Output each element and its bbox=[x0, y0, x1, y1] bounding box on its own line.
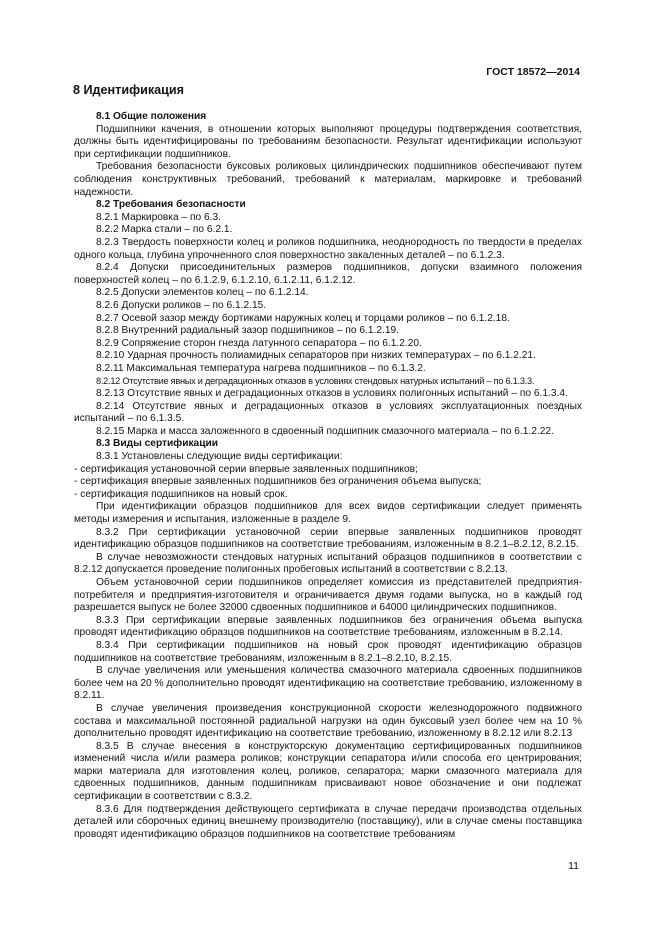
paragraph: Объем установочной серии подшипников определяет комиссия из представителей предприятия-потребителя и предприятия-изготовителя и ограничивается двумя годами выпуска, но в каждый год разрешается выпуск не более 32000 сдвоенных подшипников и 64000 цилиндрических подшипников. bbox=[74, 576, 582, 614]
paragraph: 8.2.5 Допуски элементов колец – по 6.1.2.14. bbox=[96, 287, 309, 299]
subsection-heading: 8.2 Требования безопасности bbox=[96, 199, 246, 211]
page-number: 11 bbox=[568, 860, 579, 872]
paragraph: В случае увеличения произведения конструкционной скорости железнодорожного подвижного состава и максимальной постоянной радиальной нагрузки на один буксовый узел более чем на 10 % дополнительно проводят идентификацию на соответствие требованию, изложенному в 8.2.12 или 8.2.13 bbox=[74, 702, 582, 740]
paragraph: 8.3.6 Для подтверждения действующего сертификата в случае передачи производства отдельных деталей или сборочных единиц внешнему производителю (поставщику), или в случае смены поставщика проводят идентификацию образцов подшипников на соответствие требованиям bbox=[74, 803, 582, 840]
section-title: 8 Идентификация bbox=[73, 83, 184, 97]
paragraph: 8.2.14 Отсутствие явных и деградационных отказов в условиях эксплуатационных поездных испытаний – по 6.1.3.5. bbox=[74, 400, 582, 425]
section-body bbox=[74, 111, 582, 841]
subsection-heading: 8.3 Виды сертификации bbox=[96, 438, 219, 450]
paragraph: 8.3.4 При сертификации подшипников на новый срок проводят идентификацию образцов подшипников на соответствие требованиям, изложенным в 8.2.1–8.2.10, 8.2.15. bbox=[74, 639, 582, 664]
paragraph: 8.2.7 Осевой зазор между бортиками наружных колец и торцами роликов – по 6.1.2.18. bbox=[96, 312, 510, 324]
paragraph: 8.3.5 В случае внесения в конструкторскую документацию сертифицированных подшипников изменений числа и/или размера роликов; конструкции сепаратора и/или способа его центрирования; марки материала для изготовления колец, роликов, сепаратора; марки смазочного материала для сдвоенных подшипников, данным подшипникам присваивают новое обозначение и они подлежат сертификации в соответствии с 8.3.2. bbox=[74, 740, 582, 803]
list-item: - сертификация подшипников на новый срок. bbox=[74, 488, 288, 500]
paragraph: Подшипники качения, в отношении которых выполняют процедуры подтверждения соответствия, должны быть идентифицированы по требованиям безопасности. Результат идентификации используют при сертификации подшипников. bbox=[74, 123, 582, 160]
paragraph: 8.2.8 Внутренний радиальный зазор подшипников – по 6.1.2.19. bbox=[96, 325, 399, 337]
paragraph: 8.3.1 Установлены следующие виды сертификации: bbox=[96, 451, 343, 463]
paragraph: 8.3.2 При сертификации установочной серии впервые заявленных подшипников проводят идентификацию образцов подшипников на соответствие требованиям, изложенным в 8.2.1–8.2.12, 8.2.15. bbox=[74, 526, 582, 551]
paragraph: 8.2.2 Марка стали – по 6.2.1. bbox=[96, 224, 233, 236]
standard-code: ГОСТ 18572—2014 bbox=[486, 66, 580, 78]
paragraph: 8.2.13 Отсутствие явных и деградационных отказов в условиях полигонных испытаний – по 6.1.3.4. bbox=[96, 388, 568, 400]
paragraph: Требования безопасности буксовых роликовых цилиндрических подшипников обеспечивают путем соблюдения конструктивных требований, требований к материалам, маркировке и требований надежности. bbox=[74, 161, 582, 198]
paragraph: В случае увеличения или уменьшения количества смазочного материала сдвоенных подшипников более чем на 20 % дополнительно проводят идентификацию на соответствие требованию, изложенному в 8.2.11. bbox=[74, 665, 583, 702]
paragraph: 8.2.12 Отсутствие явных и деградационных отказов в условиях стендовых натурных испытаний – по 6.1.3.3. bbox=[96, 376, 535, 387]
paragraph: При идентификации образцов подшипников для всех видов сертификации следует применять методы измерения и испытания, изложенные в разделе 9. bbox=[74, 501, 582, 525]
paragraph: 8.2.4 Допуски присоединительных размеров подшипников, допуски взаимного положения поверхностей колец – по 6.1.2.9, 6.1.2.10, 6.1.2.11, 6.1.2.12. bbox=[74, 262, 582, 286]
paragraph: 8.2.1 Маркировка – по 6.3. bbox=[96, 211, 221, 223]
paragraph: 8.3.3 При сертификации впервые заявленных подшипников без ограничения объема выпуска проводят идентификацию образцов подшипников на соответствие требованиям, изложенным в 8.2.14. bbox=[74, 614, 582, 639]
paragraph: В случае невозможности стендовых натурных испытаний образцов подшипников в соответствии с 8.2.12 допускается проведение полигонных пробеговых испытаний в соответствии с 8.2.13. bbox=[74, 551, 582, 576]
paragraph: 8.2.6 Допуски роликов – по 6.1.2.15. bbox=[96, 299, 267, 311]
subsection-heading: 8.1 Общие положения bbox=[96, 111, 207, 122]
paragraph: 8.2.15 Марка и масса заложенного в сдвоенный подшипник смазочного материала – по 6.1.2.22. bbox=[96, 425, 554, 437]
list-item: - сертификация впервые заявленных подшипников без ограничения объема выпуска; bbox=[74, 476, 482, 488]
list-item: - сертификация установочной серии впервые заявленных подшипников; bbox=[74, 463, 418, 475]
paragraph: 8.2.9 Сопряжение сторон гнезда латунного сепаратора – по 6.1.2.20. bbox=[96, 337, 422, 349]
paragraph: 8.2.3 Твердость поверхности колец и роликов подшипника, неоднородность по твердости в пределах одного кольца, глубина упрочненного слоя поверхностно закаленных деталей – по 6.1.2.3. bbox=[74, 236, 582, 261]
paragraph: 8.2.10 Ударная прочность полиамидных сепараторов при низких температурах – по 6.1.2.21. bbox=[96, 350, 536, 362]
paragraph: 8.2.11 Максимальная температура нагрева подшипников – по 6.1.3.2. bbox=[96, 362, 426, 374]
